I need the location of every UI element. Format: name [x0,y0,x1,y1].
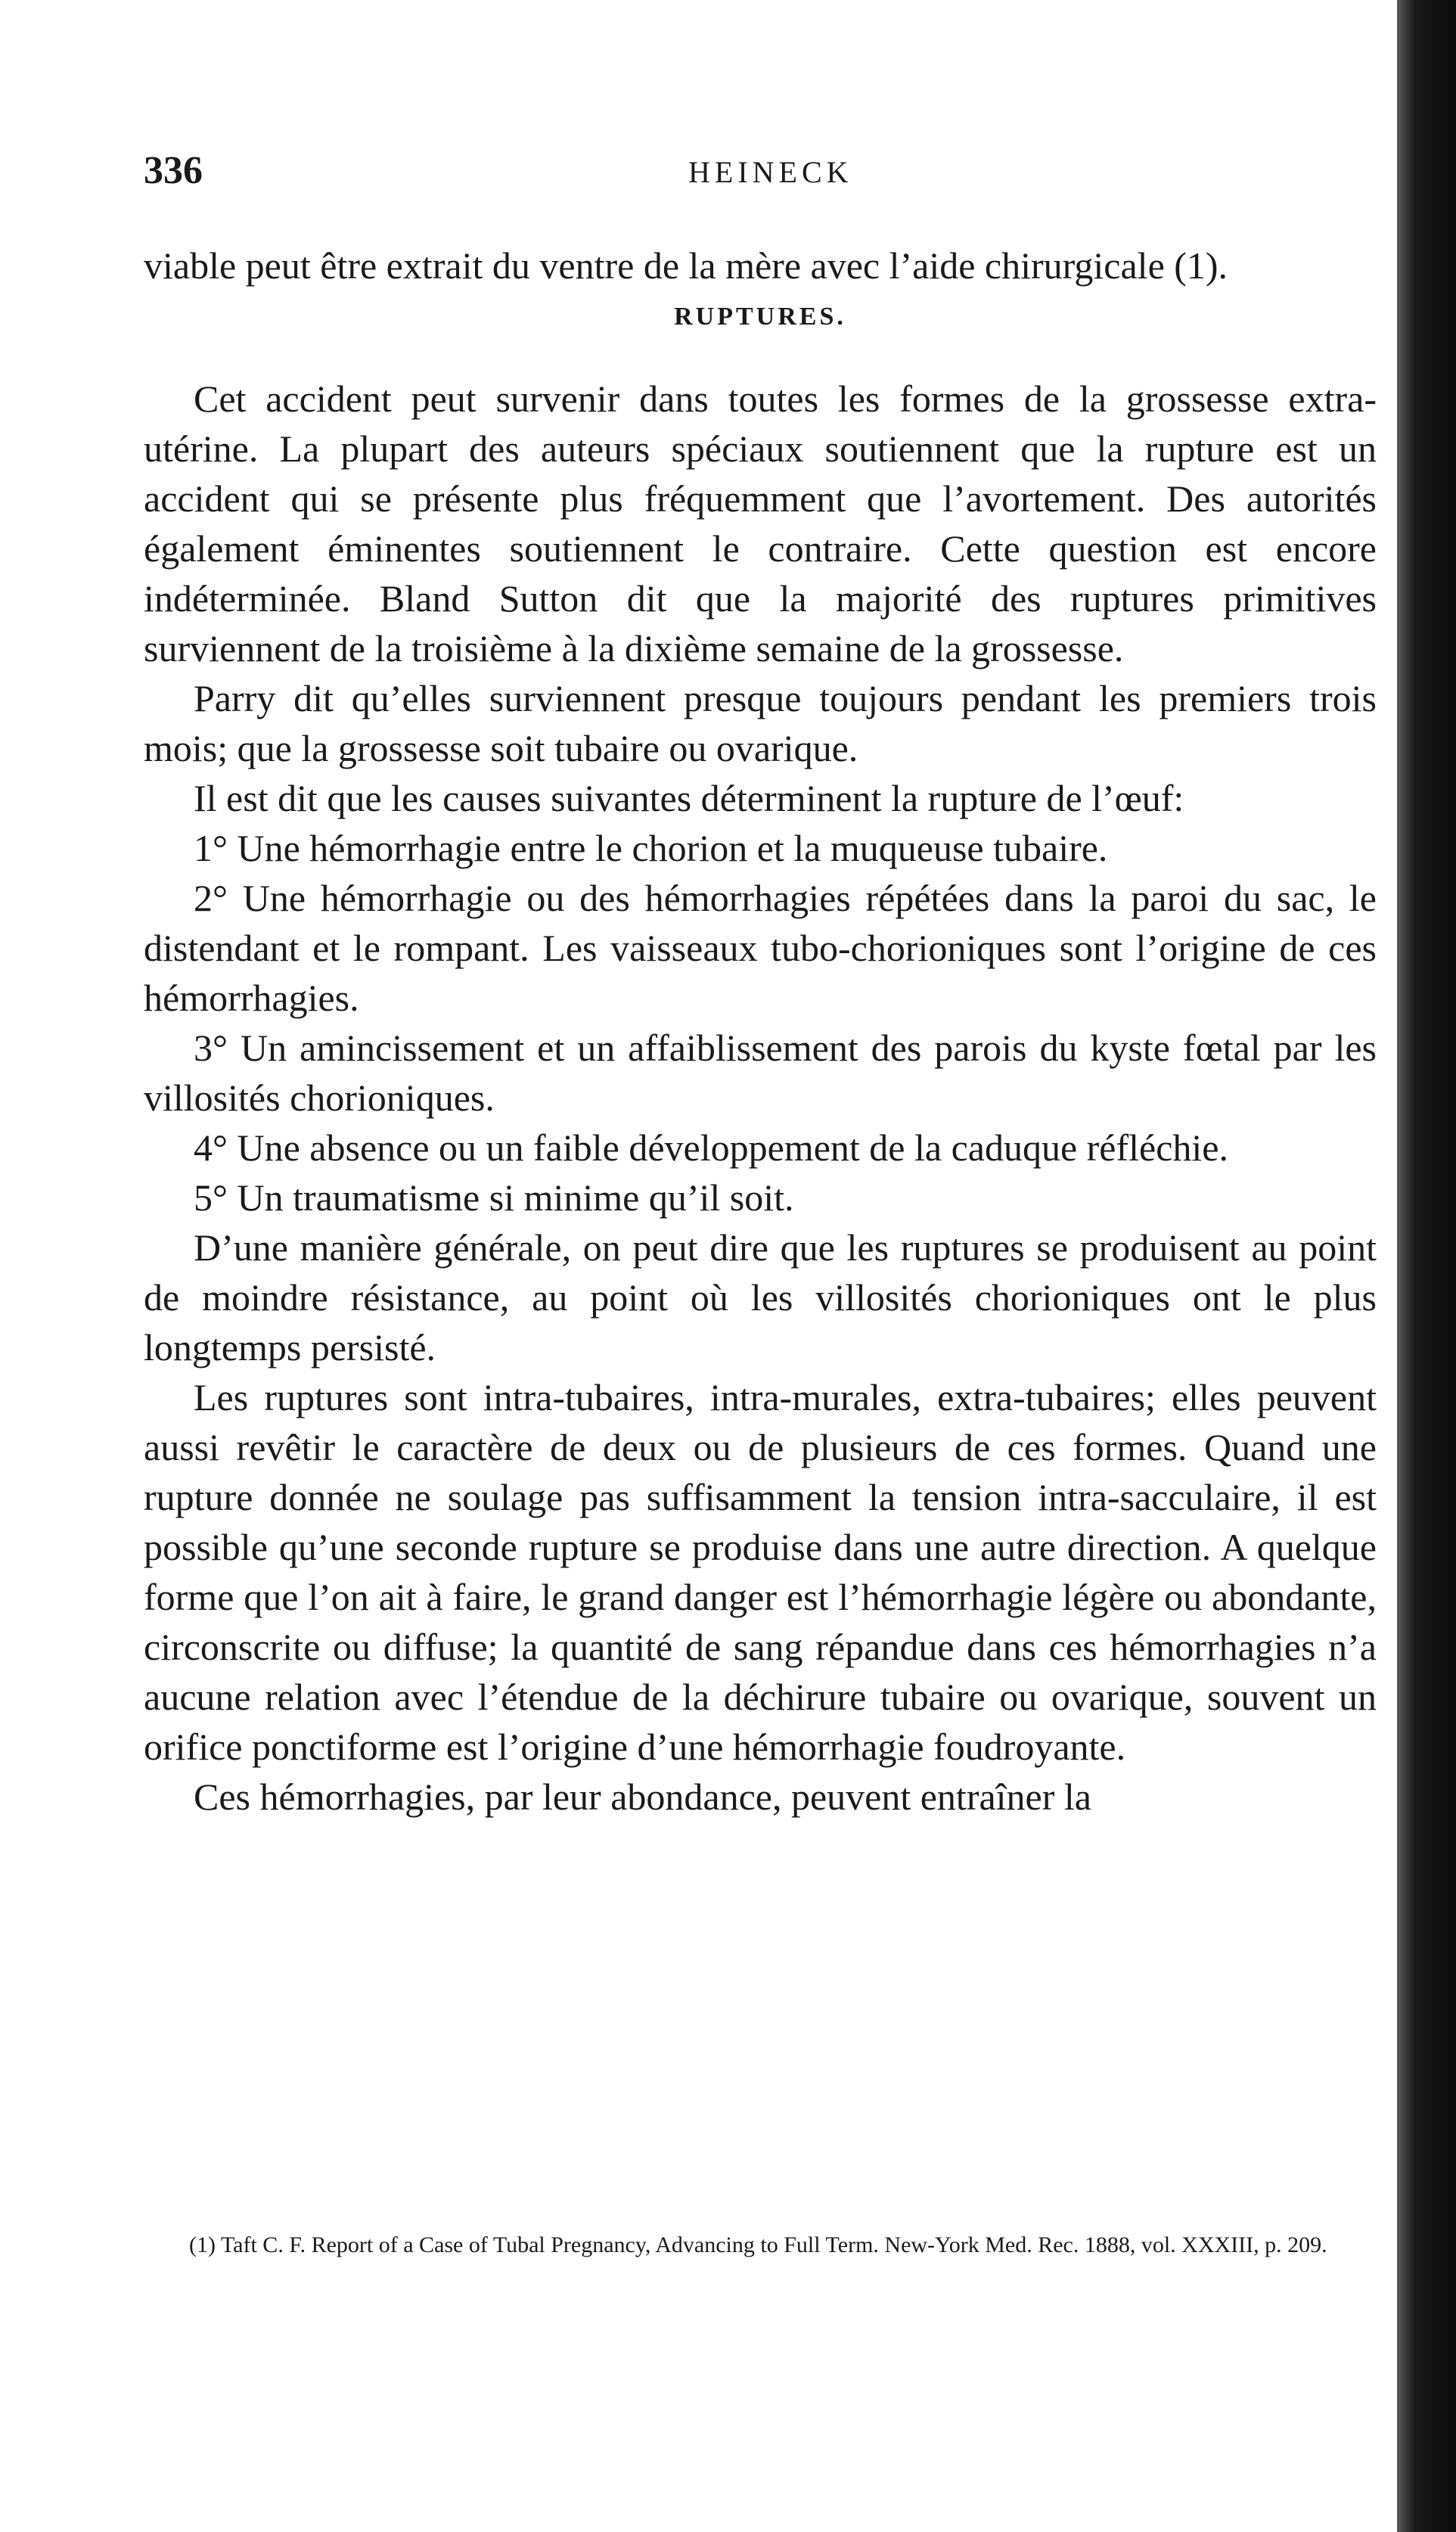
running-head: HEINECK [688,155,853,189]
paragraph: Les ruptures sont intra-tubaires, intra-murales, extra-tubaires; elles peuvent aussi revêtir le caractère de deux ou de plusieurs de ces formes. Quand une rupture donnée ne soulage pas suffisamment la tension intra-sacculaire, il est possible qu’une seconde rupture se produise dans une autre direction. A quelque forme que l’on ait à faire, le grand danger est l’hémorrhagie légère ou abondante, circonscrite ou diffuse; la quantité de sang répandue dans ces hémorrhagies n’a aucune relation avec l’étendue de la déchirure tubaire ou ovarique, souvent un orifice ponctiforme est l’origine d’une hémorrhagie foudroyante. [144,1376,1377,1768]
paragraph: Ces hémorrhagies, par leur abondance, peuvent entraîner la [194,1776,1091,1818]
paragraph: Cet accident peut survenir dans toutes les formes de la grossesse extra-utérine. La plupart des auteurs spéciaux soutiennent que la rupture est un accident qui se présente plus fréquemment que l’avortement. Des autorités également éminentes soutiennent le contraire. Cette question est encore indéterminée. Bland Sutton dit que la majorité des ruptures primitives surviennent de la troisième à la dixième semaine de la grossesse. [144,377,1377,670]
paragraph: Parry dit qu’elles surviennent presque toujours pendant les premiers trois mois; que la grossesse soit tubaire ou ovarique. [144,677,1377,769]
section-title: RUPTURES. [674,303,846,331]
footnote [144,2232,1377,2259]
page-number: 336 [144,149,203,192]
list-item: 1° Une hémorrhagie entre le chorion et la muqueuse tubaire. [194,827,1108,869]
paragraph-continuation: viable peut être extrait du ventre de la mère avec l’aide chirurgicale (1). [144,244,1228,287]
list-item: 5° Un traumatisme si minime qu’il soit. [194,1176,794,1219]
footnote-text: (1) Taft C. F. Report of a Case of Tubal Pregnancy, Advancing to Full Term. New-York Med. Rec. 1888, vol. XXXIII, p. 209. [189,2232,1327,2257]
paragraph: Il est dit que les causes suivantes déterminent la rupture de l’œuf: [194,777,1184,819]
list-item: 3° Un amincissement et un affaiblissement des parois du kyste fœtal par les villosités chorioniques. [144,1027,1377,1119]
paragraph: D’une manière générale, on peut dire que les ruptures se produisent au point de moindre résistance, au point où les villosités chorioniques ont le plus longtemps persisté. [144,1226,1377,1369]
page-header [144,148,1354,201]
list-item: 2° Une hémorrhagie ou des hémorrhagies répétées dans la paroi du sac, le distendant et le rompant. Les vaisseaux tubo-chorioniques sont l’origine de ces hémorrhagies. [144,877,1377,1019]
binding-edge [1397,0,1456,2532]
body-text [144,241,1377,1822]
list-item: 4° Une absence ou un faible développement de la caduque réfléchie. [194,1126,1228,1169]
